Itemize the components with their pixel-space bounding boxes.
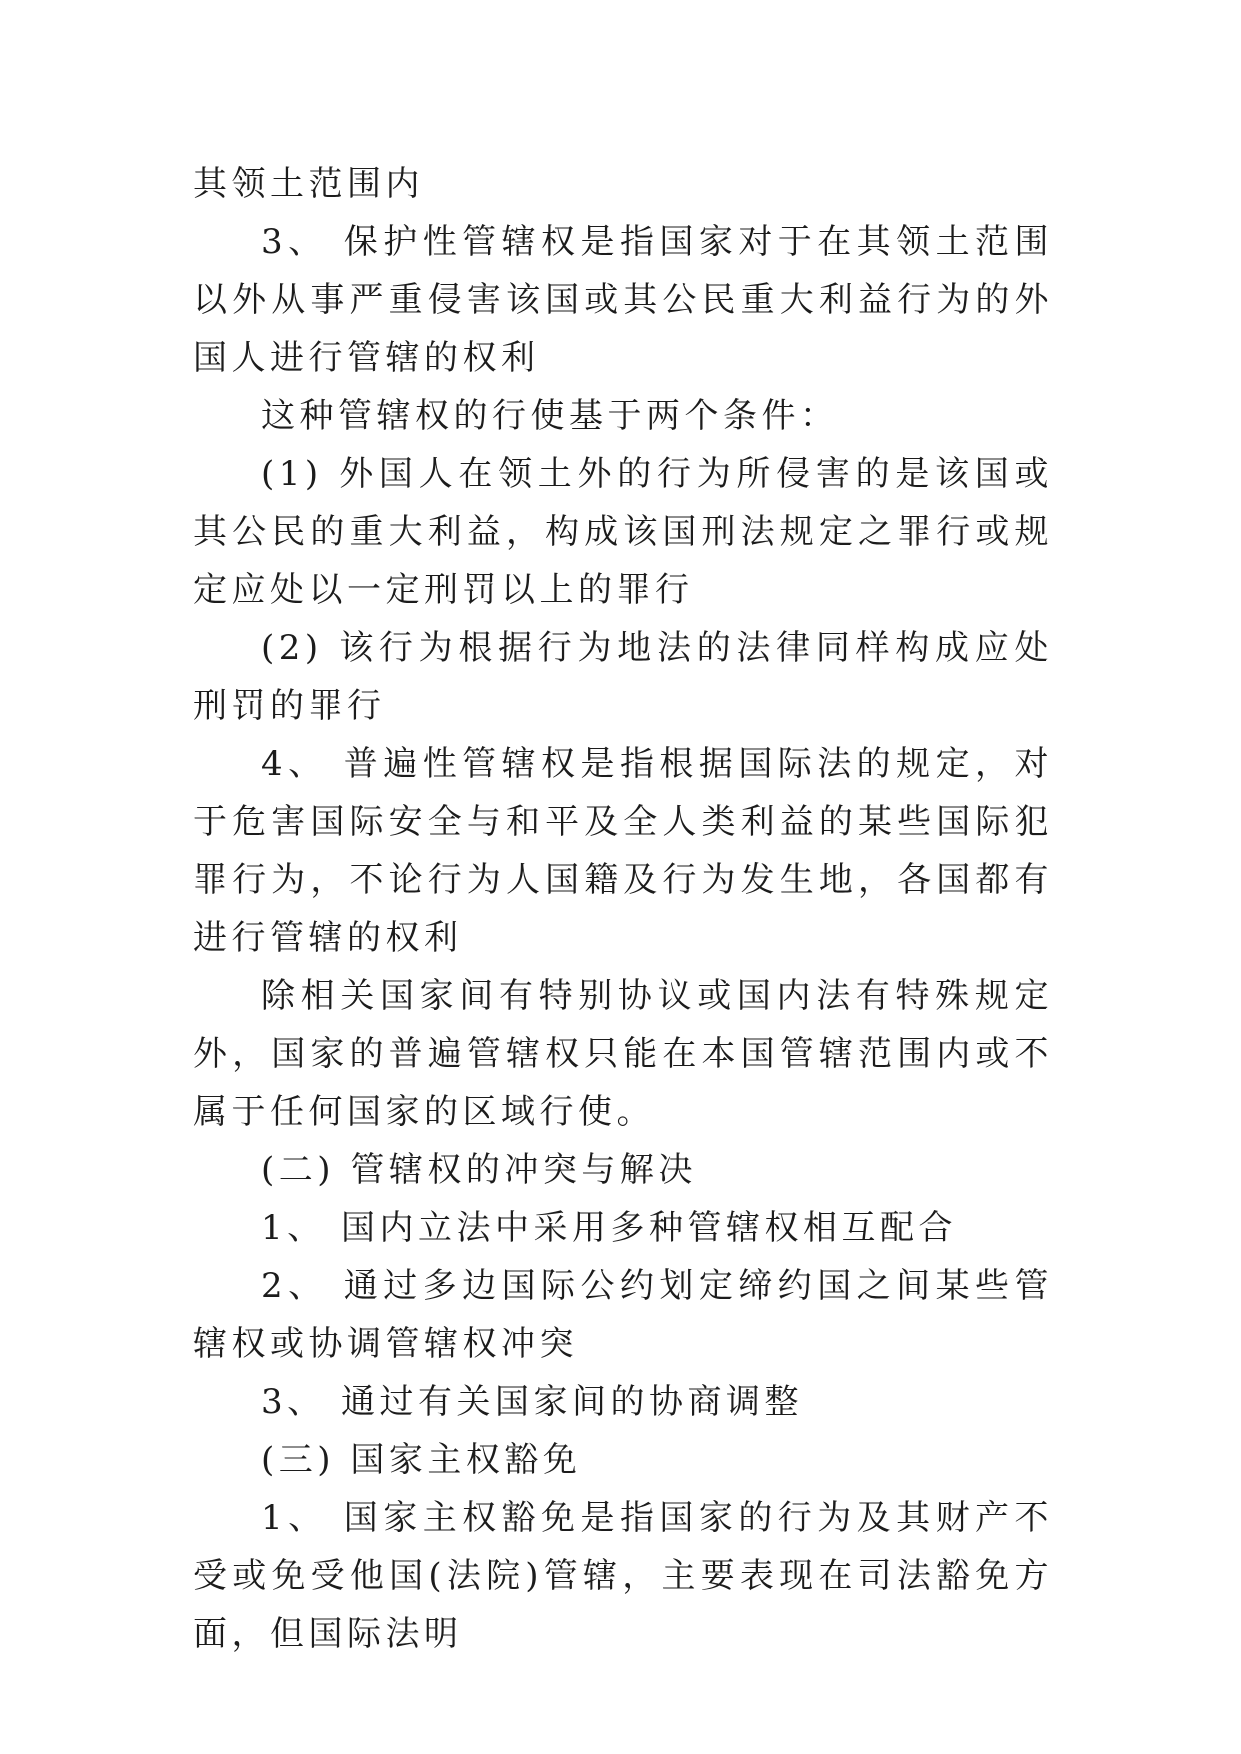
paragraph: 这种管辖权的行使基于两个条件：: [261, 396, 839, 436]
paragraph: 4、 普遍性管辖权是指根据国际法的规定，对于危害国际安全与和平及全人类利益的某些国际犯罪行为，不论行为人国籍及行为发生地，各国都有进行管辖的权利: [193, 744, 1053, 958]
paragraph: 其领土范围内: [193, 164, 424, 204]
paragraph: 3、 保护性管辖权是指国家对于在其领土范围以外从事严重侵害该国或其公民重大利益行为的外国人进行管辖的权利: [193, 222, 1053, 378]
paragraph: (2) 该行为根据行为地法的法律同样构成应处刑罚的罪行: [193, 628, 1053, 726]
section-heading: (二) 管辖权的冲突与解决: [261, 1150, 697, 1190]
paragraph: 除相关国家间有特别协议或国内法有特殊规定外，国家的普遍管辖权只能在本国管辖范围内或不属于任何国家的区域行使。: [193, 976, 1053, 1132]
paragraph: 3、 通过有关国家间的协商调整: [261, 1382, 803, 1422]
document-body: [193, 155, 1053, 1663]
paragraph: 2、 通过多边国际公约划定缔约国之间某些管辖权或协调管辖权冲突: [193, 1266, 1053, 1364]
section-heading: (三) 国家主权豁免: [261, 1440, 582, 1480]
paragraph: 1、 国家主权豁免是指国家的行为及其财产不受或免受他国(法院)管辖，主要表现在司法豁免方面，但国际法明: [193, 1498, 1053, 1654]
paragraph: (1) 外国人在领土外的行为所侵害的是该国或其公民的重大利益，构成该国刑法规定之罪行或规定应处以一定刑罚以上的罪行: [193, 454, 1053, 610]
paragraph: 1、 国内立法中采用多种管辖权相互配合: [261, 1208, 957, 1248]
